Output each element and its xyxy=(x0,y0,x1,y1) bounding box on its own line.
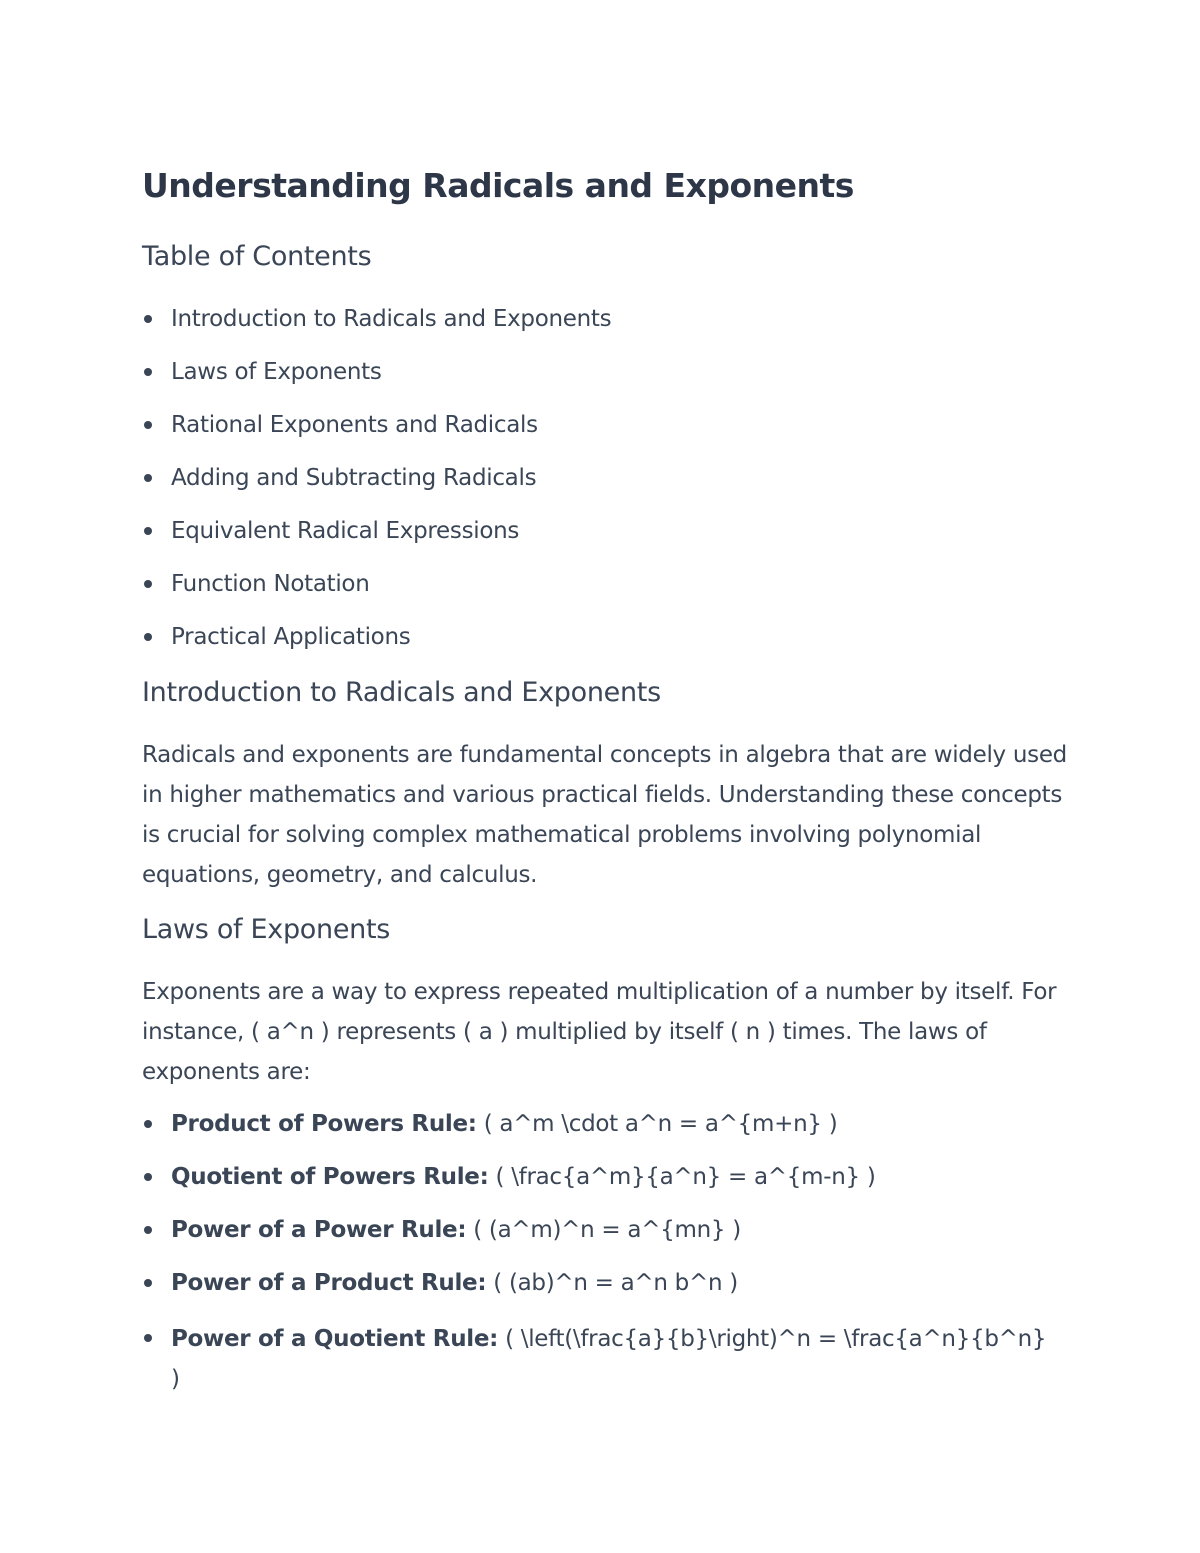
rule-formula: ( \frac{a^m}{a^n} = a^{m-n} ) xyxy=(495,1164,876,1190)
toc-item: Laws of Exponents xyxy=(142,355,611,408)
rules-list xyxy=(142,1107,1051,1392)
rule-name: Power of a Quotient Rule: xyxy=(171,1326,499,1352)
rule-formula: ( a^m \cdot a^n = a^{m+n} ) xyxy=(483,1111,838,1137)
toc-heading: Table of Contents xyxy=(142,241,372,272)
intro-heading: Introduction to Radicals and Exponents xyxy=(142,677,661,708)
toc-list xyxy=(142,302,611,673)
toc-item: Rational Exponents and Radicals xyxy=(142,408,611,461)
rule-item xyxy=(142,1319,1051,1392)
rule-name: Power of a Power Rule: xyxy=(171,1217,467,1243)
toc-item: Equivalent Radical Expressions xyxy=(142,514,611,567)
toc-item: Introduction to Radicals and Exponents xyxy=(142,302,611,355)
toc-item: Adding and Subtracting Radicals xyxy=(142,461,611,514)
rule-formula: ( (a^m)^n = a^{mn} ) xyxy=(473,1217,741,1243)
laws-heading: Laws of Exponents xyxy=(142,914,391,945)
rule-name: Power of a Product Rule: xyxy=(171,1270,487,1296)
laws-paragraph: Exponents are a way to express repeated multiplication of a number by itself. For instance, ( a^n ) represents ( a ) multiplied by itself ( n ) times. The laws of exponents are: xyxy=(142,979,1057,1085)
document-title: Understanding Radicals and Exponents xyxy=(142,166,854,205)
rule-name: Quotient of Powers Rule: xyxy=(171,1164,489,1190)
rule-formula: ( \left(\frac{a}{b}\right)^n = \frac{a^n}{b^n} ) xyxy=(171,1326,1047,1392)
intro-paragraph: Radicals and exponents are fundamental concepts in algebra that are widely used in higher mathematics and various practical fields. Understanding these concepts is crucial for solving complex mathematical problems involving polynomial equations, geometry, and calculus. xyxy=(142,742,1067,888)
toc-item: Function Notation xyxy=(142,567,611,620)
rule-item xyxy=(142,1160,1051,1213)
rule-name: Product of Powers Rule: xyxy=(171,1111,477,1137)
toc-item: Practical Applications xyxy=(142,620,611,673)
rule-item xyxy=(142,1213,1051,1266)
rule-item xyxy=(142,1266,1051,1319)
rule-formula: ( (ab)^n = a^n b^n ) xyxy=(493,1270,738,1296)
rule-item xyxy=(142,1107,1051,1160)
